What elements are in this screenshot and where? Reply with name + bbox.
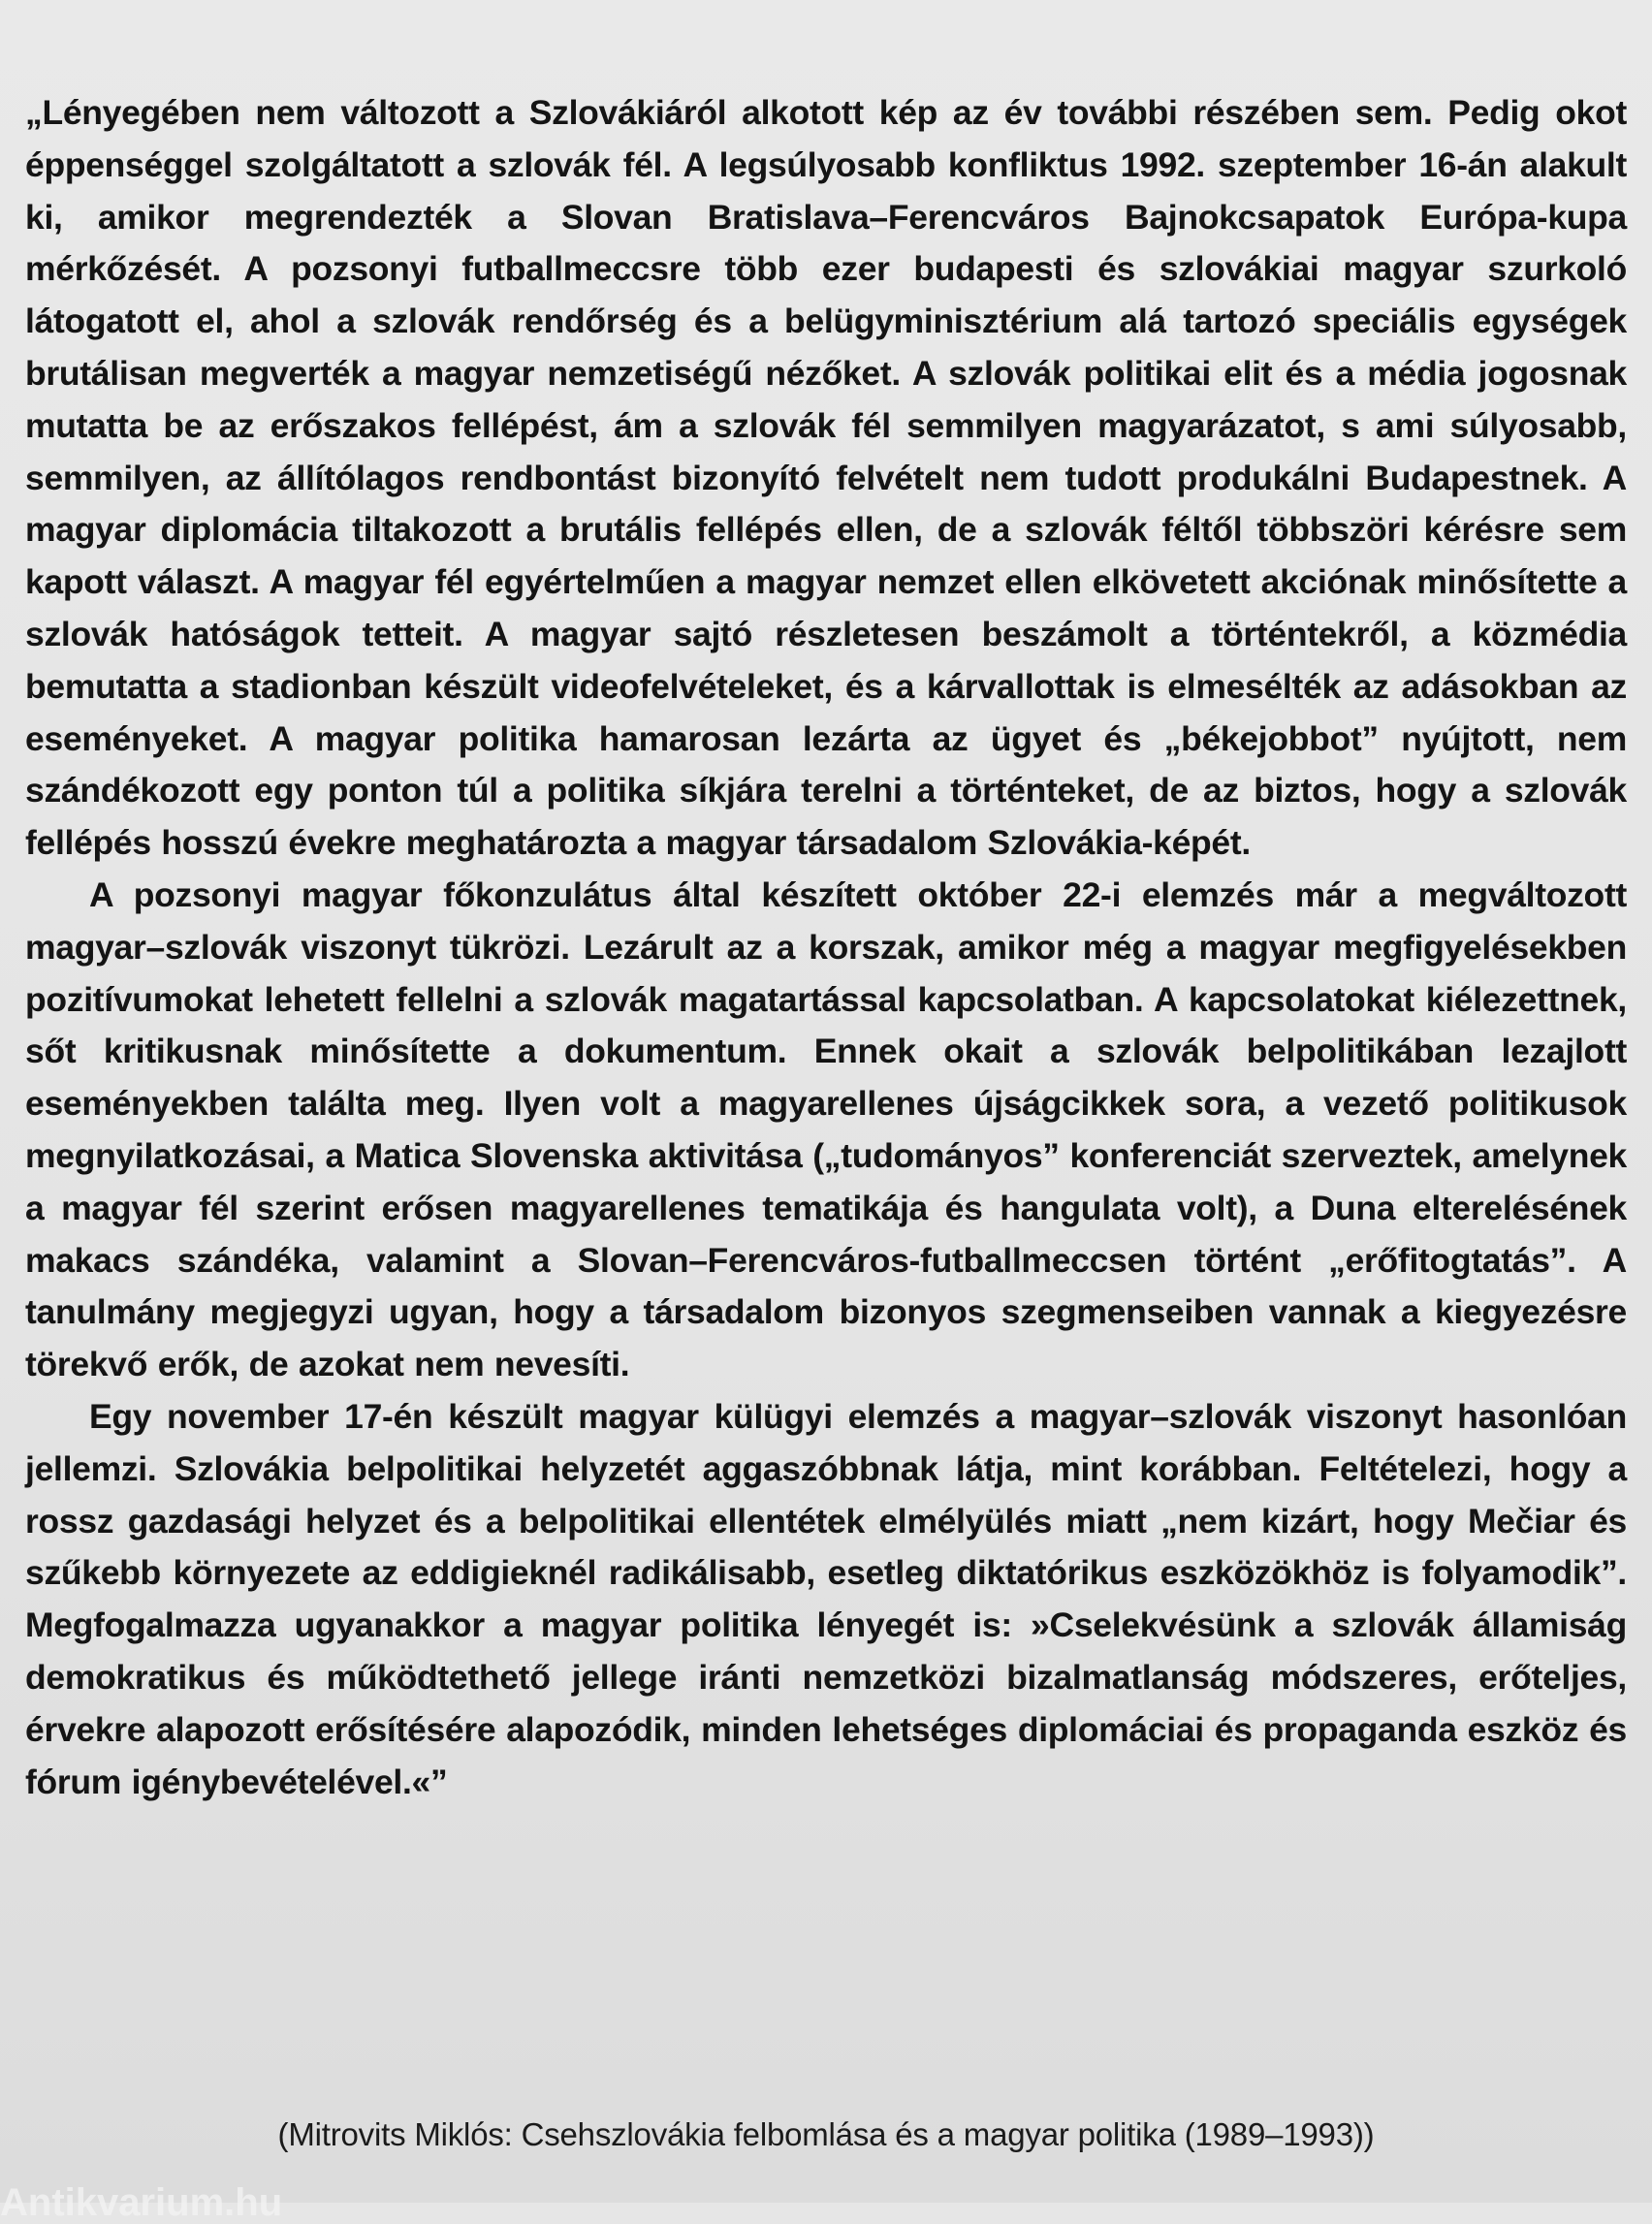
paragraph-1: „Lényegében nem változott a Szlovákiáról alkotott kép az év további részében sem. Pedig okot éppenséggel szolgáltatott a szlovák fél. A legsúlyosabb konfliktus 1992. szeptember 16-án alakult ki, amikor megrendezték a Slovan Bratislava–Ferencváros Bajnokcsapatok Európa-kupa mérkőzését. A pozsonyi futballmeccsre több ezer budapesti és szlovákiai magyar szurkoló látogatott el, ahol a szlovák rendőrség és a belügyminisztérium alá tartozó speciális egységek brutálisan megverték a magyar nemzetiségű nézőket. A szlovák politikai elit és a média jogosnak mutatta be az erőszakos fellépést, ám a szlovák fél semmilyen magyarázatot, s ami súlyosabb, semmilyen, az állítólagos rendbontást bizonyító felvételt nem tudott produkálni Budapestnek. A magyar diplomácia tiltakozott a brutális fellépés ellen, de a szlovák féltől többszöri kérésre sem kapott választ. A magyar fél egyértelműen a magyar nemzet ellen elkövetett akciónak minősítette a szlovák hatóságok tetteit. A magyar sajtó részletesen beszámolt a történtekről, a közmédia bemutatta a stadionban készült videofelvételeket, és a kárvallottak is elmesélték az adásokban az eseményeket. A magyar politika hamarosan lezárta az ügyet és „békejobbot” nyújtott, nem szándékozott egy ponton túl a politika síkjára terelni a történteket, de az biztos, hogy a szlovák fellépés hosszú évekre meghatározta a magyar társadalom Szlovákia-képét. [25,93,1627,863]
paragraph-3: Egy november 17-én készült magyar külügyi elemzés a magyar–szlovák viszonyt hasonlóan jellemzi. Szlovákia belpolitikai helyzetét aggaszóbbnak látja, mint korábban. Feltételezi, hogy a rossz gazdasági helyzet és a belpolitikai ellentétek elmélyülés miatt „nem kizárt, hogy Mečiar és szűkebb környezete az eddigieknél radikálisabb, esetleg diktatórikus eszközökhöz is folyamodik”. Megfogalmazza ugyanakkor a magyar politika lényegét is: »Cselekvésünk a szlovák államiság demokratikus és működtethető jellege iránti nemzetközi bizalmatlanság módszeres, erőteljes, érvekre alapozott erősítésére alapozódik, minden lehetséges diplomáciai és propaganda eszköz és fórum igénybevételével.«” [25,1396,1627,1801]
quoted-text-block [25,87,1627,1808]
watermark: Antikvarium.hu [0,2181,283,2224]
source-citation: (Mitrovits Miklós: Csehszlovákia felbomlása és a magyar politika (1989–1993)) [277,2116,1375,2152]
paragraph-2: A pozsonyi magyar főkonzulátus által készített október 22-i elemzés már a megváltozott magyar–szlovák viszonyt tükrözi. Lezárult az a korszak, amikor még a magyar megfigyelésekben pozitívumokat lehetett fellelni a szlovák magatartással kapcsolatban. A kapcsolatokat kiélezettnek, sőt kritikusnak minősítette a dokumentum. Ennek okait a szlovák belpolitikában lezajlott eseményekben találta meg. Ilyen volt a magyarellenes újságcikkek sora, a vezető politikusok megnyilatkozásai, a Matica Slovenska aktivitása („tudományos” konferenciát szerveztek, amelynek a magyar fél szerint erősen magyarellenes tematikája és hangulata volt), a Duna elterelésének makacs szándéka, valamint a Slovan–Ferencváros-futballmeccsen történt „erőfitogtatás”. A tanulmány megjegyzi ugyan, hogy a társadalom bizonyos szegmenseiben vannak a kiegyezésre törekvő erők, de azokat nem nevesíti. [25,874,1627,1384]
